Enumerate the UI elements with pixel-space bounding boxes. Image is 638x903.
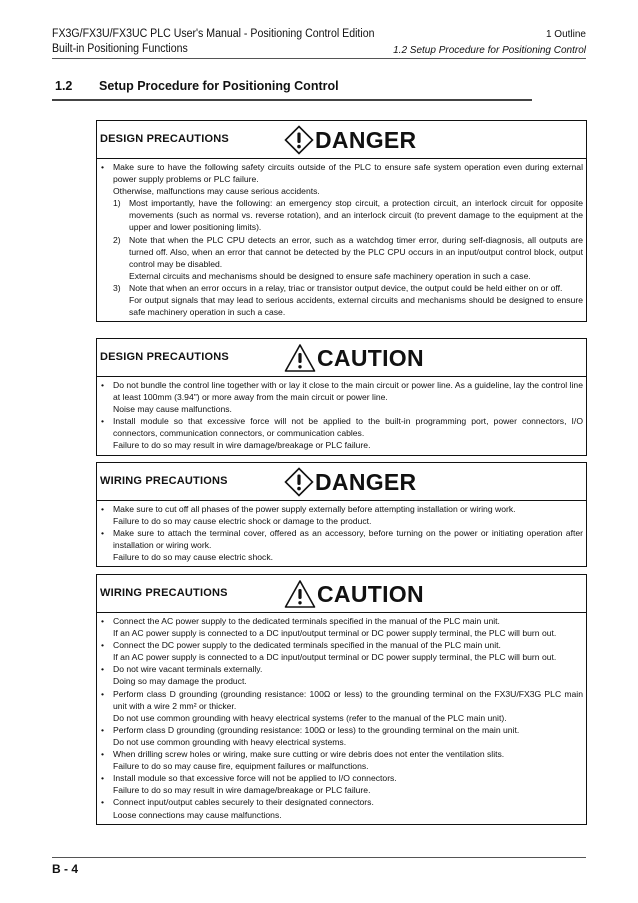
danger-diamond-icon (284, 467, 314, 497)
precaution-box-header (97, 121, 586, 159)
precaution-box (96, 120, 587, 322)
item-number: 3) (113, 282, 121, 293)
precaution-text: • Perform class D grounding (grounding resistance: 100Ω or less) to the grounding terminal on the main unit. (113, 724, 520, 735)
precaution-text: • Install module so that excessive force will not be applied to I/O connectors. (113, 773, 397, 784)
precaution-text: Failure to do so may cause fire, equipment failures or malfunctions. (113, 761, 369, 772)
section-divider (52, 99, 532, 101)
precaution-text: Doing so may damage the product. (113, 676, 247, 687)
precaution-item (100, 503, 583, 527)
precaution-item (100, 639, 583, 663)
item-number: 2) (113, 234, 121, 245)
precaution-text: • Connect the DC power supply to the dedicated terminals specified in the manual of the PLC main unit. (113, 640, 501, 651)
signal-word: CAUTION (317, 344, 424, 371)
precaution-text: If an AC power supply is connected to a DC input/output terminal or DC power supply terminal, the PLC will burn out. (113, 628, 557, 639)
precaution-text: Loose connections may cause malfunctions. (113, 809, 282, 820)
precaution-body (97, 613, 586, 824)
precaution-box-header (97, 463, 586, 501)
precaution-text: • Do not bundle the control line together with or lay it close to the main circuit or power line. As a guideline, lay the control line at least 100mm (3.94") or more away from the main circuit or power line. (113, 380, 583, 403)
precaution-body (97, 159, 586, 321)
numbered-item-text: Note that when an error occurs in a relay, triac or transistor output device, the output could be held either on or off. (129, 282, 563, 293)
precaution-text: • Make sure to have the following safety circuits outside of the PLC to ensure safe system operation even during external power supply problems or PLC failure. (113, 162, 583, 185)
precaution-title: WIRING PRECAUTIONS (100, 587, 228, 599)
precaution-text: Failure to do so may cause electric shock. (113, 552, 274, 563)
signal-word-panel (284, 579, 424, 609)
precaution-body (97, 377, 586, 455)
signal-word-panel (284, 125, 416, 155)
section-title: Setup Procedure for Positioning Control (99, 79, 339, 93)
precaution-text: If an AC power supply is connected to a DC input/output terminal or DC power supply terminal, the PLC will burn out. (113, 652, 557, 663)
precaution-text: • Connect input/output cables securely to their designated connectors. (113, 797, 374, 808)
precaution-box (96, 462, 587, 567)
precaution-item (100, 527, 583, 563)
numbered-item-text: Note that when the PLC CPU detects an error, such as a watchdog timer error, during self-diagnosis, all outputs are turned off. Also, when an error that cannot be detected by the PLC CPU occurs in an input/output control block, output control may be disabled. (129, 234, 583, 269)
danger-diamond-icon (284, 125, 314, 155)
precaution-text: • When drilling screw holes or wiring, make sure cutting or wire debris does not enter the ventilation slits. (113, 749, 505, 760)
precaution-text: • Perform class D grounding (grounding resistance: 100Ω or less) to the grounding terminal on the FX3U/FX3G PLC main unit with a wire 2 mm² or thicker. (113, 688, 583, 711)
manual-title: FX3G/FX3U/FX3UC PLC User's Manual - Positioning Control Edition (52, 28, 375, 40)
precaution-item (100, 688, 583, 724)
precaution-item (100, 379, 583, 415)
precaution-text: Do not use common grounding with heavy electrical systems. (113, 736, 347, 747)
signal-word: DANGER (315, 126, 417, 153)
precaution-text: • Make sure to cut off all phases of the power supply externally before attempting installation or wiring work. (113, 504, 516, 514)
header-divider (52, 58, 586, 59)
section-heading (55, 79, 339, 93)
precaution-text: Noise may cause malfunctions. (113, 404, 232, 415)
caution-triangle-icon (284, 343, 316, 373)
numbered-item-text: Most importantly, have the following: an emergency stop circuit, a protection circuit, an interlock circuit for opposite movements (such as normal vs. reverse rotation), and an interlock circuit (to prevent damage to the equipment at the upper and lower positioning limits). (129, 198, 583, 233)
section-label: 1.2 Setup Procedure for Positioning Control (393, 45, 586, 56)
running-header-right (393, 27, 586, 58)
precaution-item (100, 772, 583, 796)
numbered-item (113, 282, 583, 318)
precaution-text: • Connect the AC power supply to the dedicated terminals specified in the manual of the PLC main unit. (113, 616, 500, 626)
section-number: 1.2 (55, 79, 73, 93)
precaution-box-header (97, 575, 586, 613)
precaution-box (96, 338, 587, 456)
numbered-item (113, 197, 583, 233)
numbered-item-text: External circuits and mechanisms should be designed to ensure safe machinery operation in such a case. (129, 270, 531, 281)
manual-subtitle: Built-in Positioning Functions (52, 43, 188, 55)
precaution-item (100, 748, 583, 772)
chapter-label: 1 Outline (545, 29, 586, 40)
precaution-text: • Make sure to attach the terminal cover, offered as an accessory, before turning on the power or initiating operation after installation or wiring work. (113, 528, 583, 551)
precaution-box (96, 574, 587, 825)
numbered-item-text: For output signals that may lead to serious accidents, external circuits and mechanisms should be designed to ensure safe machinery operation in such a case. (129, 295, 583, 318)
running-header-left (52, 27, 374, 57)
precaution-body (97, 501, 586, 566)
precaution-title: DESIGN PRECAUTIONS (100, 351, 229, 363)
precaution-item (100, 724, 583, 748)
item-number: 1) (113, 198, 121, 209)
precaution-item (100, 415, 583, 451)
precaution-title: WIRING PRECAUTIONS (100, 475, 228, 487)
precaution-text: Do not use common grounding with heavy electrical systems (refer to the manual of the PLC main unit). (113, 712, 507, 723)
signal-word: CAUTION (317, 580, 424, 607)
precaution-text: Failure to do so may cause electric shock or damage to the product. (113, 516, 372, 527)
signal-word-panel (284, 343, 424, 373)
precaution-text: Otherwise, malfunctions may cause serious accidents. (113, 186, 320, 197)
precaution-title: DESIGN PRECAUTIONS (100, 133, 229, 145)
numbered-item (113, 234, 583, 282)
signal-word-panel (284, 467, 416, 497)
caution-triangle-icon (284, 579, 316, 609)
precaution-text: • Install module so that excessive force will not be applied to the built-in programming port, power connectors, I/O connectors, communication connectors, or communication cables. (113, 416, 583, 439)
precaution-text: Failure to do so may result in wire damage/breakage or PLC failure. (113, 440, 371, 451)
precaution-item (100, 663, 583, 687)
footer-divider (52, 857, 586, 858)
precaution-text: • Do not wire vacant terminals externally. (113, 664, 263, 675)
precaution-box-header (97, 339, 586, 377)
page-number: B - 4 (52, 862, 79, 876)
precaution-item (100, 161, 583, 318)
signal-word: DANGER (315, 468, 417, 495)
precaution-item (100, 796, 583, 820)
precaution-item (100, 615, 583, 639)
precaution-text: Failure to do so may result in wire damage/breakage or PLC failure. (113, 785, 371, 796)
